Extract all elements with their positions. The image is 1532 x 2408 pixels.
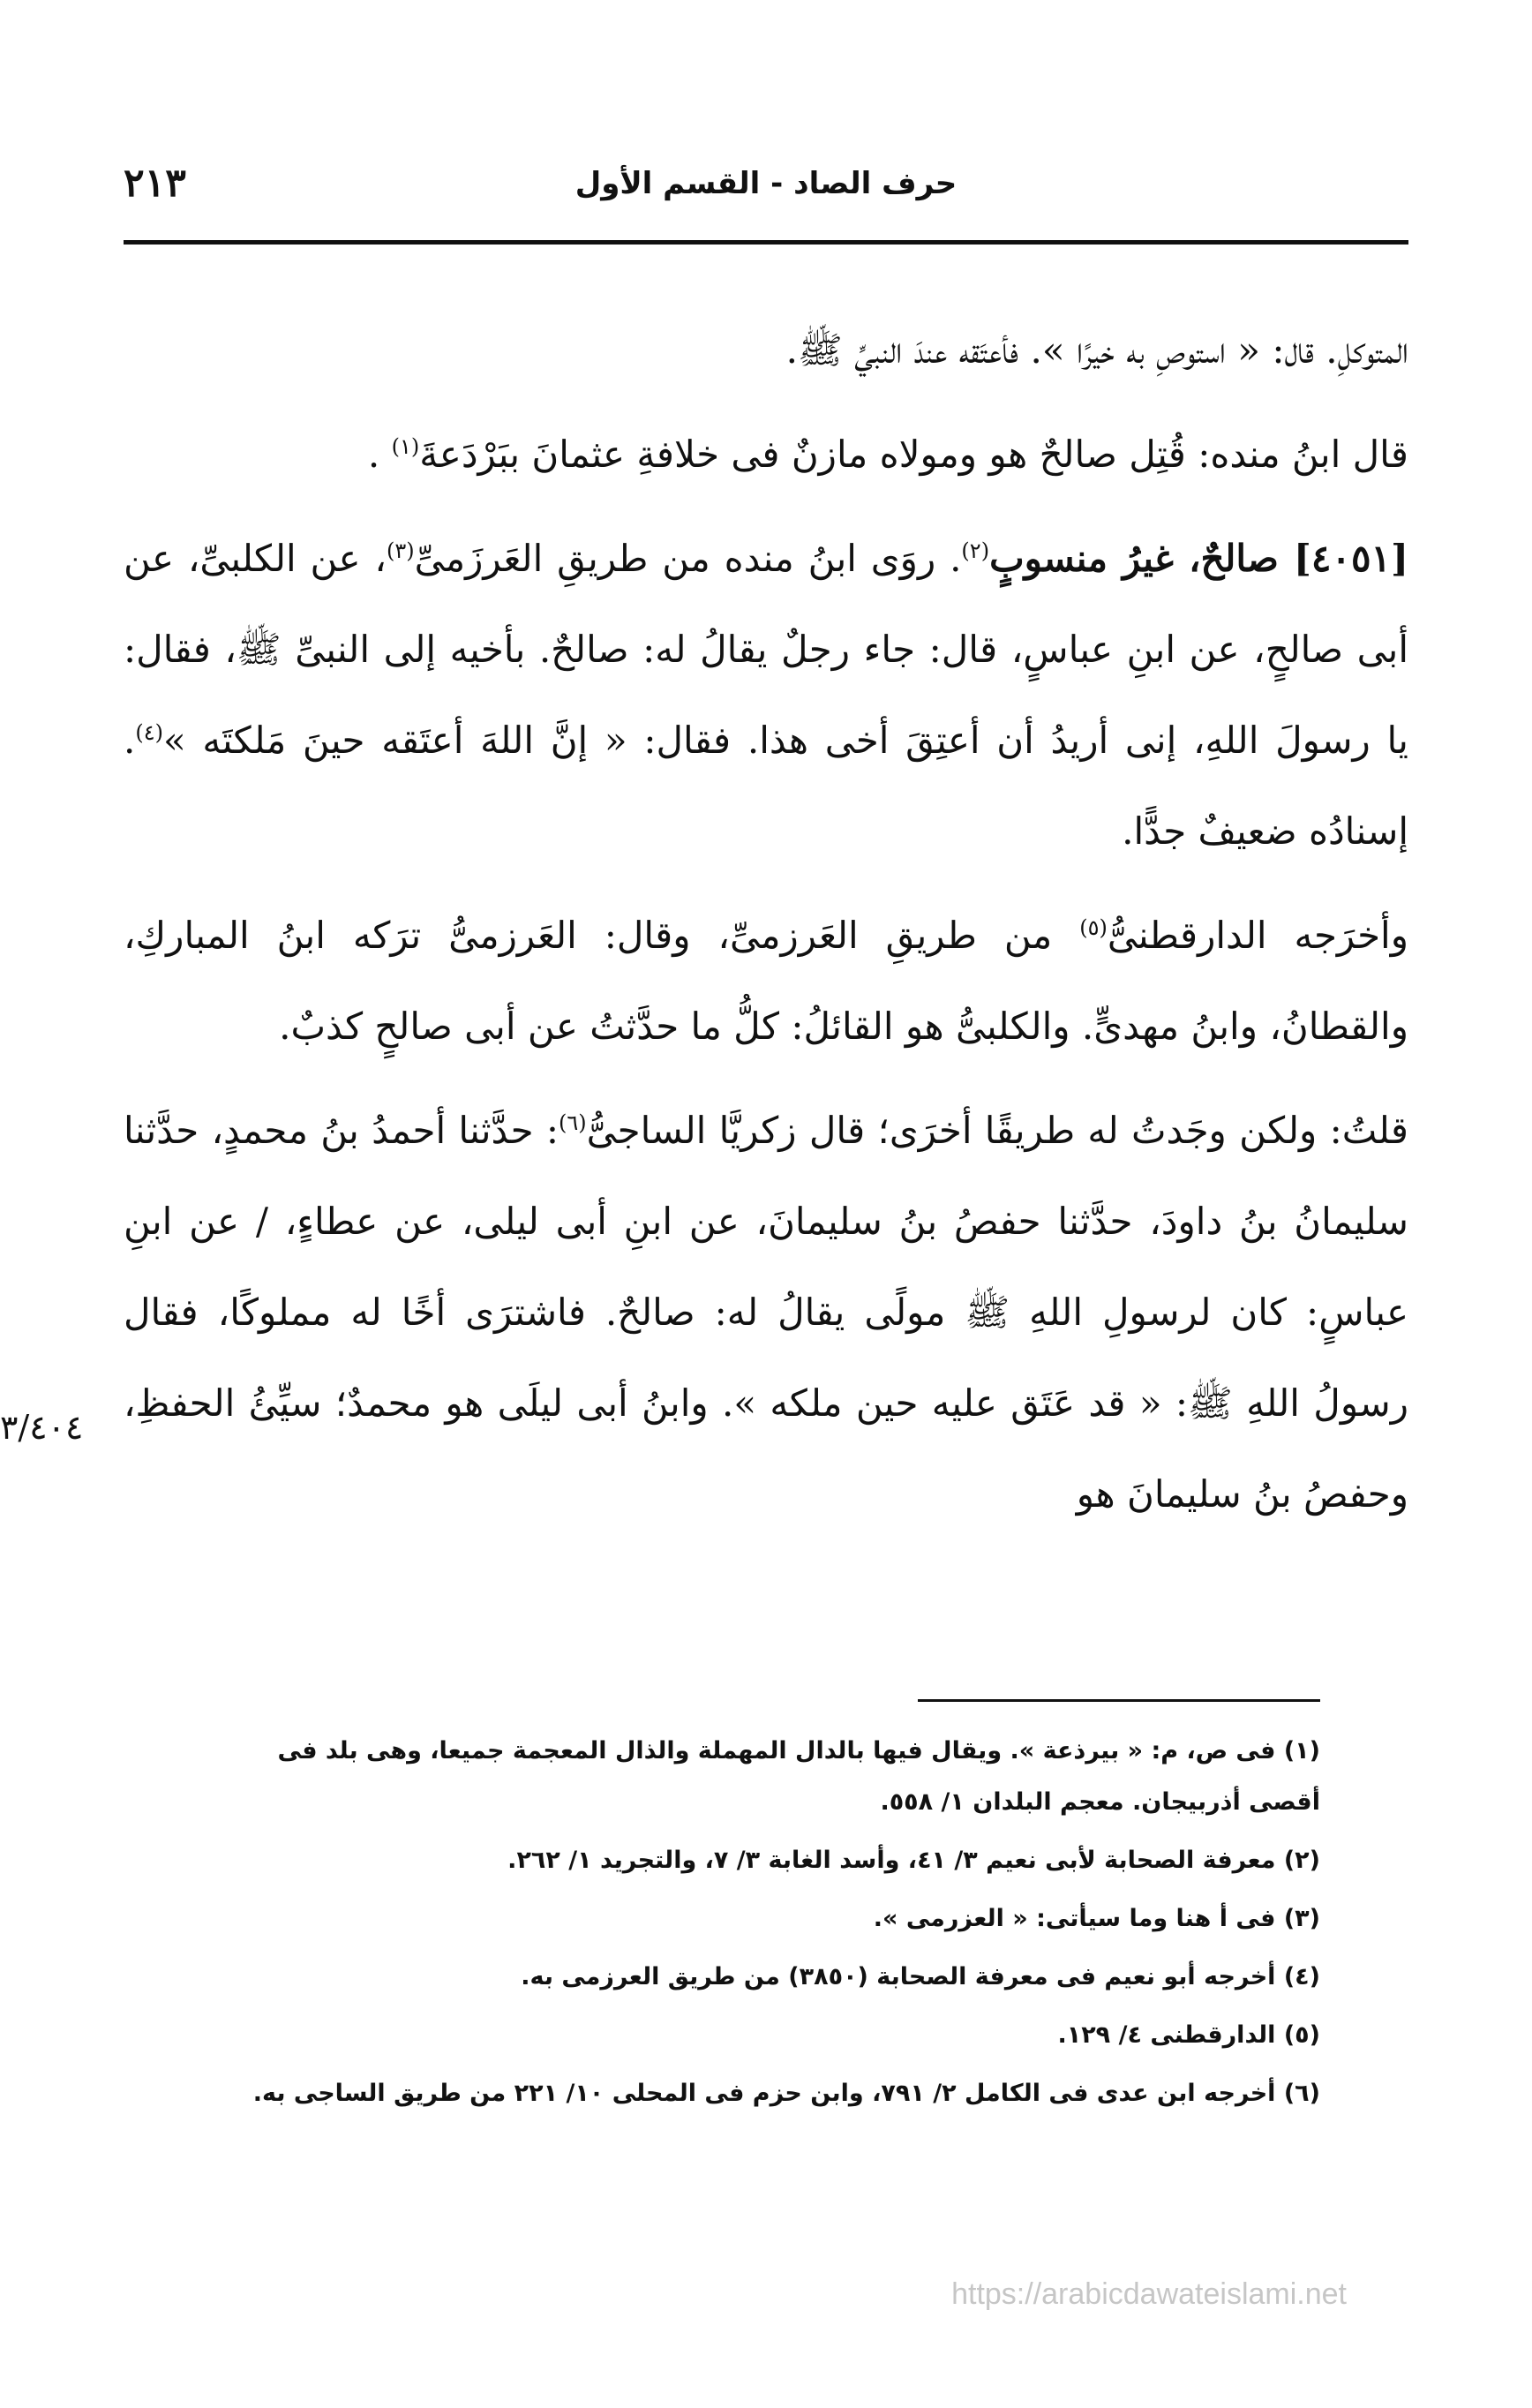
paragraph-5 — [124, 1085, 1408, 1539]
footnote-1 — [124, 1726, 1320, 1828]
footnote-ref-1[interactable]: (١) — [391, 434, 420, 459]
footnote-1-line-1: (١) فى ص، م: « بيرذعة ». ويقال فيها بالدال المهملة والذال المعجمة جميعا، وهى بلد فى — [277, 1737, 1320, 1765]
page-number: ٢١٣ — [124, 161, 186, 206]
footnote-ref-5[interactable]: (٥) — [1079, 915, 1108, 940]
paragraph-2-text: قال ابنُ منده: قُتِل صالحٌ هو ومولاه مازنٌ فى خلافةِ عثمانَ ببَرْدَعةَ — [419, 433, 1408, 476]
footnote-ref-6[interactable]: (٦) — [558, 1110, 587, 1135]
paragraph-4-text-1: وأخرَجه الدارقطنىُّ — [1107, 914, 1409, 957]
paragraph-1-text: المتوكلِ. قال: « استوصِ به خيرًا ». فأعتَقه عندَ النبيِّ ﷺ. — [785, 328, 1408, 372]
paragraph-1 — [124, 305, 1408, 395]
footnote-ref-3[interactable]: (٣) — [386, 538, 415, 563]
paragraph-2-end: . — [367, 433, 380, 476]
paragraph-2 — [124, 409, 1408, 500]
entry-heading: [٤٠٥١] صالحٌ، غيرُ منسوبٍ — [989, 537, 1408, 580]
paragraph-4-text-2: من طريقِ العَرزمىِّ، وقال: العَرزمىُّ ترَكه ابنُ المباركِ، والقطانُ، وابنُ مهدىٍّ. والكلبىُّ هو القائلُ: كلُّ ما حدَّثتُ عن أبى صالحٍ كذبٌ. — [124, 914, 1408, 1048]
margin-volume-page-ref: ٣/٤٠٤ — [0, 1408, 84, 1447]
paragraph-4 — [124, 890, 1408, 1072]
footnote-5: (٥) الدارقطنى ٤/ ١٢٩. — [1057, 2021, 1320, 2049]
paragraph-3 — [124, 513, 1408, 877]
footnote-4: (٤) أخرجه أبو نعيم فى معرفة الصحابة (٣٨٥٠) من طريق العرزمى به. — [521, 1963, 1320, 1990]
paragraph-3-text-2: ، عن الكلبىِّ، عن أبى صالحٍ، عن ابنِ عباسٍ، قال: جاء رجلٌ يقالُ له: صالحٌ. بأخيه إلى النبىِّ ﷺ، فقال: يا رسولَ اللهِ، إنى أريدُ أن أعتِقَ أخى هذا. فقال: « إنَّ اللهَ أعتَقه حينَ مَلكتَه » — [124, 537, 1408, 762]
paragraph-3-text-1: . روَى ابنُ منده من طريقِ العَرزَمىِّ — [414, 537, 962, 580]
footnote-2: (٢) معرفة الصحابة لأبى نعيم ٣/ ٤١، وأسد الغابة ٣/ ٧، والتجريد ١/ ٢٦٢. — [507, 1847, 1320, 1874]
footnote-6: (٦) أخرجه ابن عدى فى الكامل ٢/ ٧٩١، وابن حزم فى المحلى ١٠/ ٢٢١ من طريق الساجى به. — [252, 2080, 1320, 2107]
header-rule — [124, 240, 1408, 245]
footnotes — [124, 1726, 1320, 2126]
paragraph-5-text-1: قلتُ: ولكن وجَدتُ له طريقًا أخرَى؛ قال زكريَّا الساجىُّ — [586, 1109, 1408, 1152]
footnote-3: (٣) فى أ هنا وما سيأتى: « العزرمى ». — [873, 1905, 1320, 1932]
running-title: حرف الصاد - القسم الأول — [574, 166, 958, 201]
footnote-separator — [918, 1699, 1320, 1702]
paragraph-3-text-3: . إسنادُه ضعيفٌ جدًّا. — [124, 719, 1408, 853]
footnote-ref-4[interactable]: (٤) — [135, 720, 163, 745]
paragraph-5-text-2: : حدَّثنا أحمدُ بنُ محمدٍ، حدَّثنا سليمانُ بنُ داودَ، حدَّثنا حفصُ بنُ سليمانَ، عن ابنِ أبى ليلى، عن عطاءٍ، / عن ابنِ عباسٍ: كان لرسولِ اللهِ ﷺ مولًى يقالُ له: صالحٌ. فاشترَى أخًا له مملوكًا، فقال رسولُ اللهِ ﷺ: « قد عَتَق عليه حين ملكه ». وابنُ أبى ليلَى هو محمدٌ؛ سيِّئُ الحفظِ، وحفصُ بنُ سليمانَ هو — [124, 1109, 1408, 1516]
page-header — [124, 161, 1408, 228]
main-text — [124, 305, 1408, 1539]
watermark-url: https://arabicdawateislami.net — [951, 2277, 1347, 2311]
footnote-ref-2[interactable]: (٢) — [961, 538, 990, 563]
footnote-1-line-2: أقصى أذربيجان. معجم البلدان ١/ ٥٥٨. — [880, 1788, 1320, 1816]
